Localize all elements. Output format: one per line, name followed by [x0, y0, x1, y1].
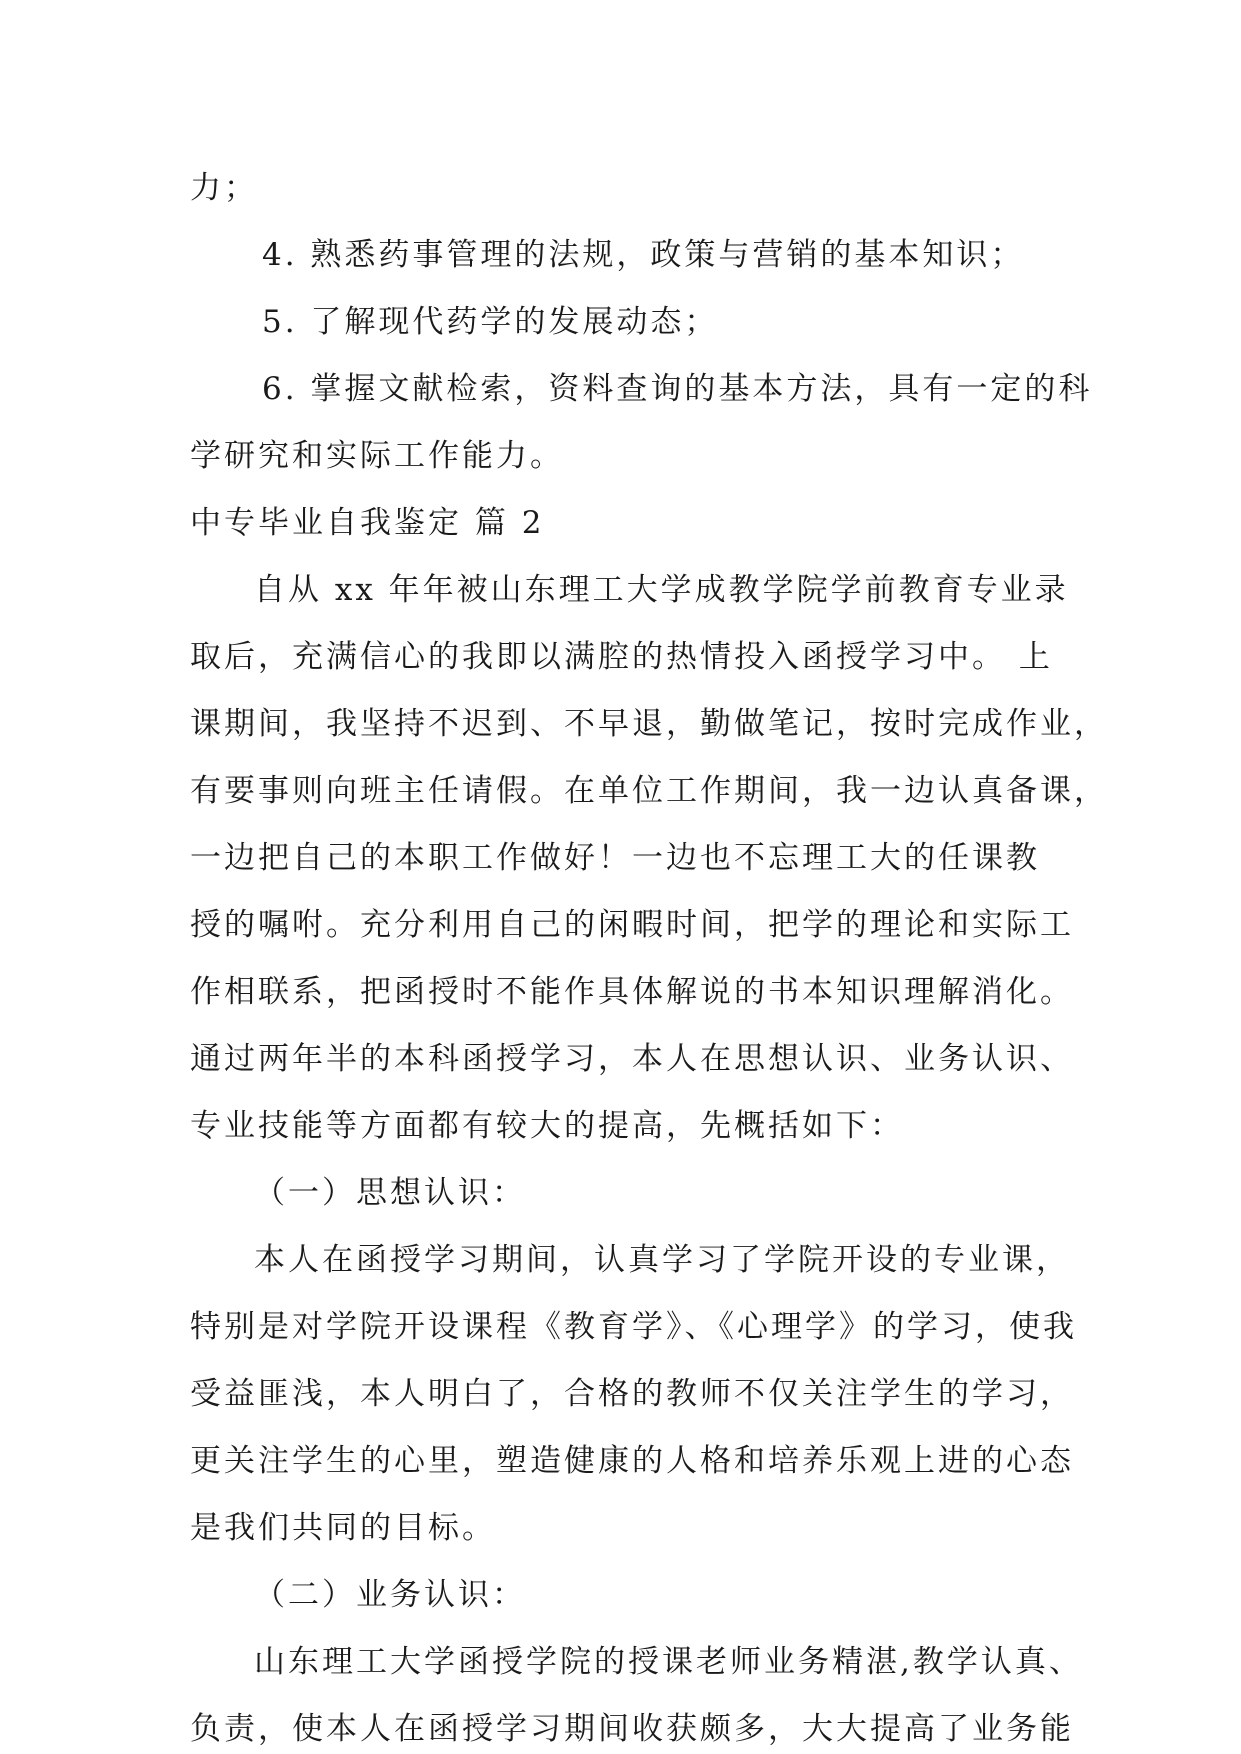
paragraph-line: 山东理工大学函授学院的授课老师业务精湛,教学认真、	[254, 1644, 1083, 1680]
list-item: 6. 掌握文献检索，资料查询的基本方法，具有一定的科	[262, 371, 1093, 407]
paragraph-line: 课期间，我坚持不迟到、不早退，勤做笔记，按时完成作业，	[190, 706, 1108, 742]
paragraph-line: 是我们共同的目标。	[190, 1510, 496, 1546]
paragraph-line: 通过两年半的本科函授学习，本人在思想认识、业务认识、	[190, 1041, 1074, 1077]
paragraph-line: 受益匪浅，本人明白了，合格的教师不仅关注学生的学习，	[190, 1376, 1074, 1412]
paragraph-line: 本人在函授学习期间，认真学习了学院开设的专业课，	[254, 1242, 1070, 1278]
paragraph-line: 作相联系，把函授时不能作具体解说的书本知识理解消化。	[190, 974, 1074, 1010]
subsection-heading: （一）思想认识：	[254, 1175, 526, 1211]
subsection-heading: （二）业务认识：	[254, 1577, 526, 1613]
paragraph-line: 专业技能等方面都有较大的提高，先概括如下：	[190, 1108, 904, 1144]
paragraph-line: 自从 xx 年年被山东理工大学成教学院学前教育专业录	[254, 572, 1069, 608]
paragraph-line: 特别是对学院开设课程《教育学》、《心理学》的学习，使我	[190, 1309, 1077, 1345]
list-item: 4. 熟悉药事管理的法规，政策与营销的基本知识；	[262, 237, 1025, 273]
section-heading: 中专毕业自我鉴定 篇 2	[190, 505, 545, 541]
paragraph-line: 授的嘱咐。充分利用自己的闲暇时间，把学的理论和实际工	[190, 907, 1074, 943]
paragraph-line: 取后，充满信心的我即以满腔的热情投入函授学习中。 上	[190, 639, 1053, 675]
paragraph-line: 更关注学生的心里，塑造健康的人格和培养乐观上进的心态	[190, 1443, 1074, 1479]
paragraph-line: 有要事则向班主任请假。在单位工作期间，我一边认真备课，	[190, 773, 1108, 809]
paragraph-line: 学研究和实际工作能力。	[190, 438, 564, 474]
paragraph-line: 一边把自己的本职工作做好！一边也不忘理工大的任课教	[190, 840, 1040, 876]
paragraph-line: 力；	[190, 170, 258, 206]
paragraph-line: 负责，使本人在函授学习期间收获颇多，大大提高了业务能	[190, 1711, 1074, 1747]
list-item: 5. 了解现代药学的发展动态；	[262, 304, 719, 340]
